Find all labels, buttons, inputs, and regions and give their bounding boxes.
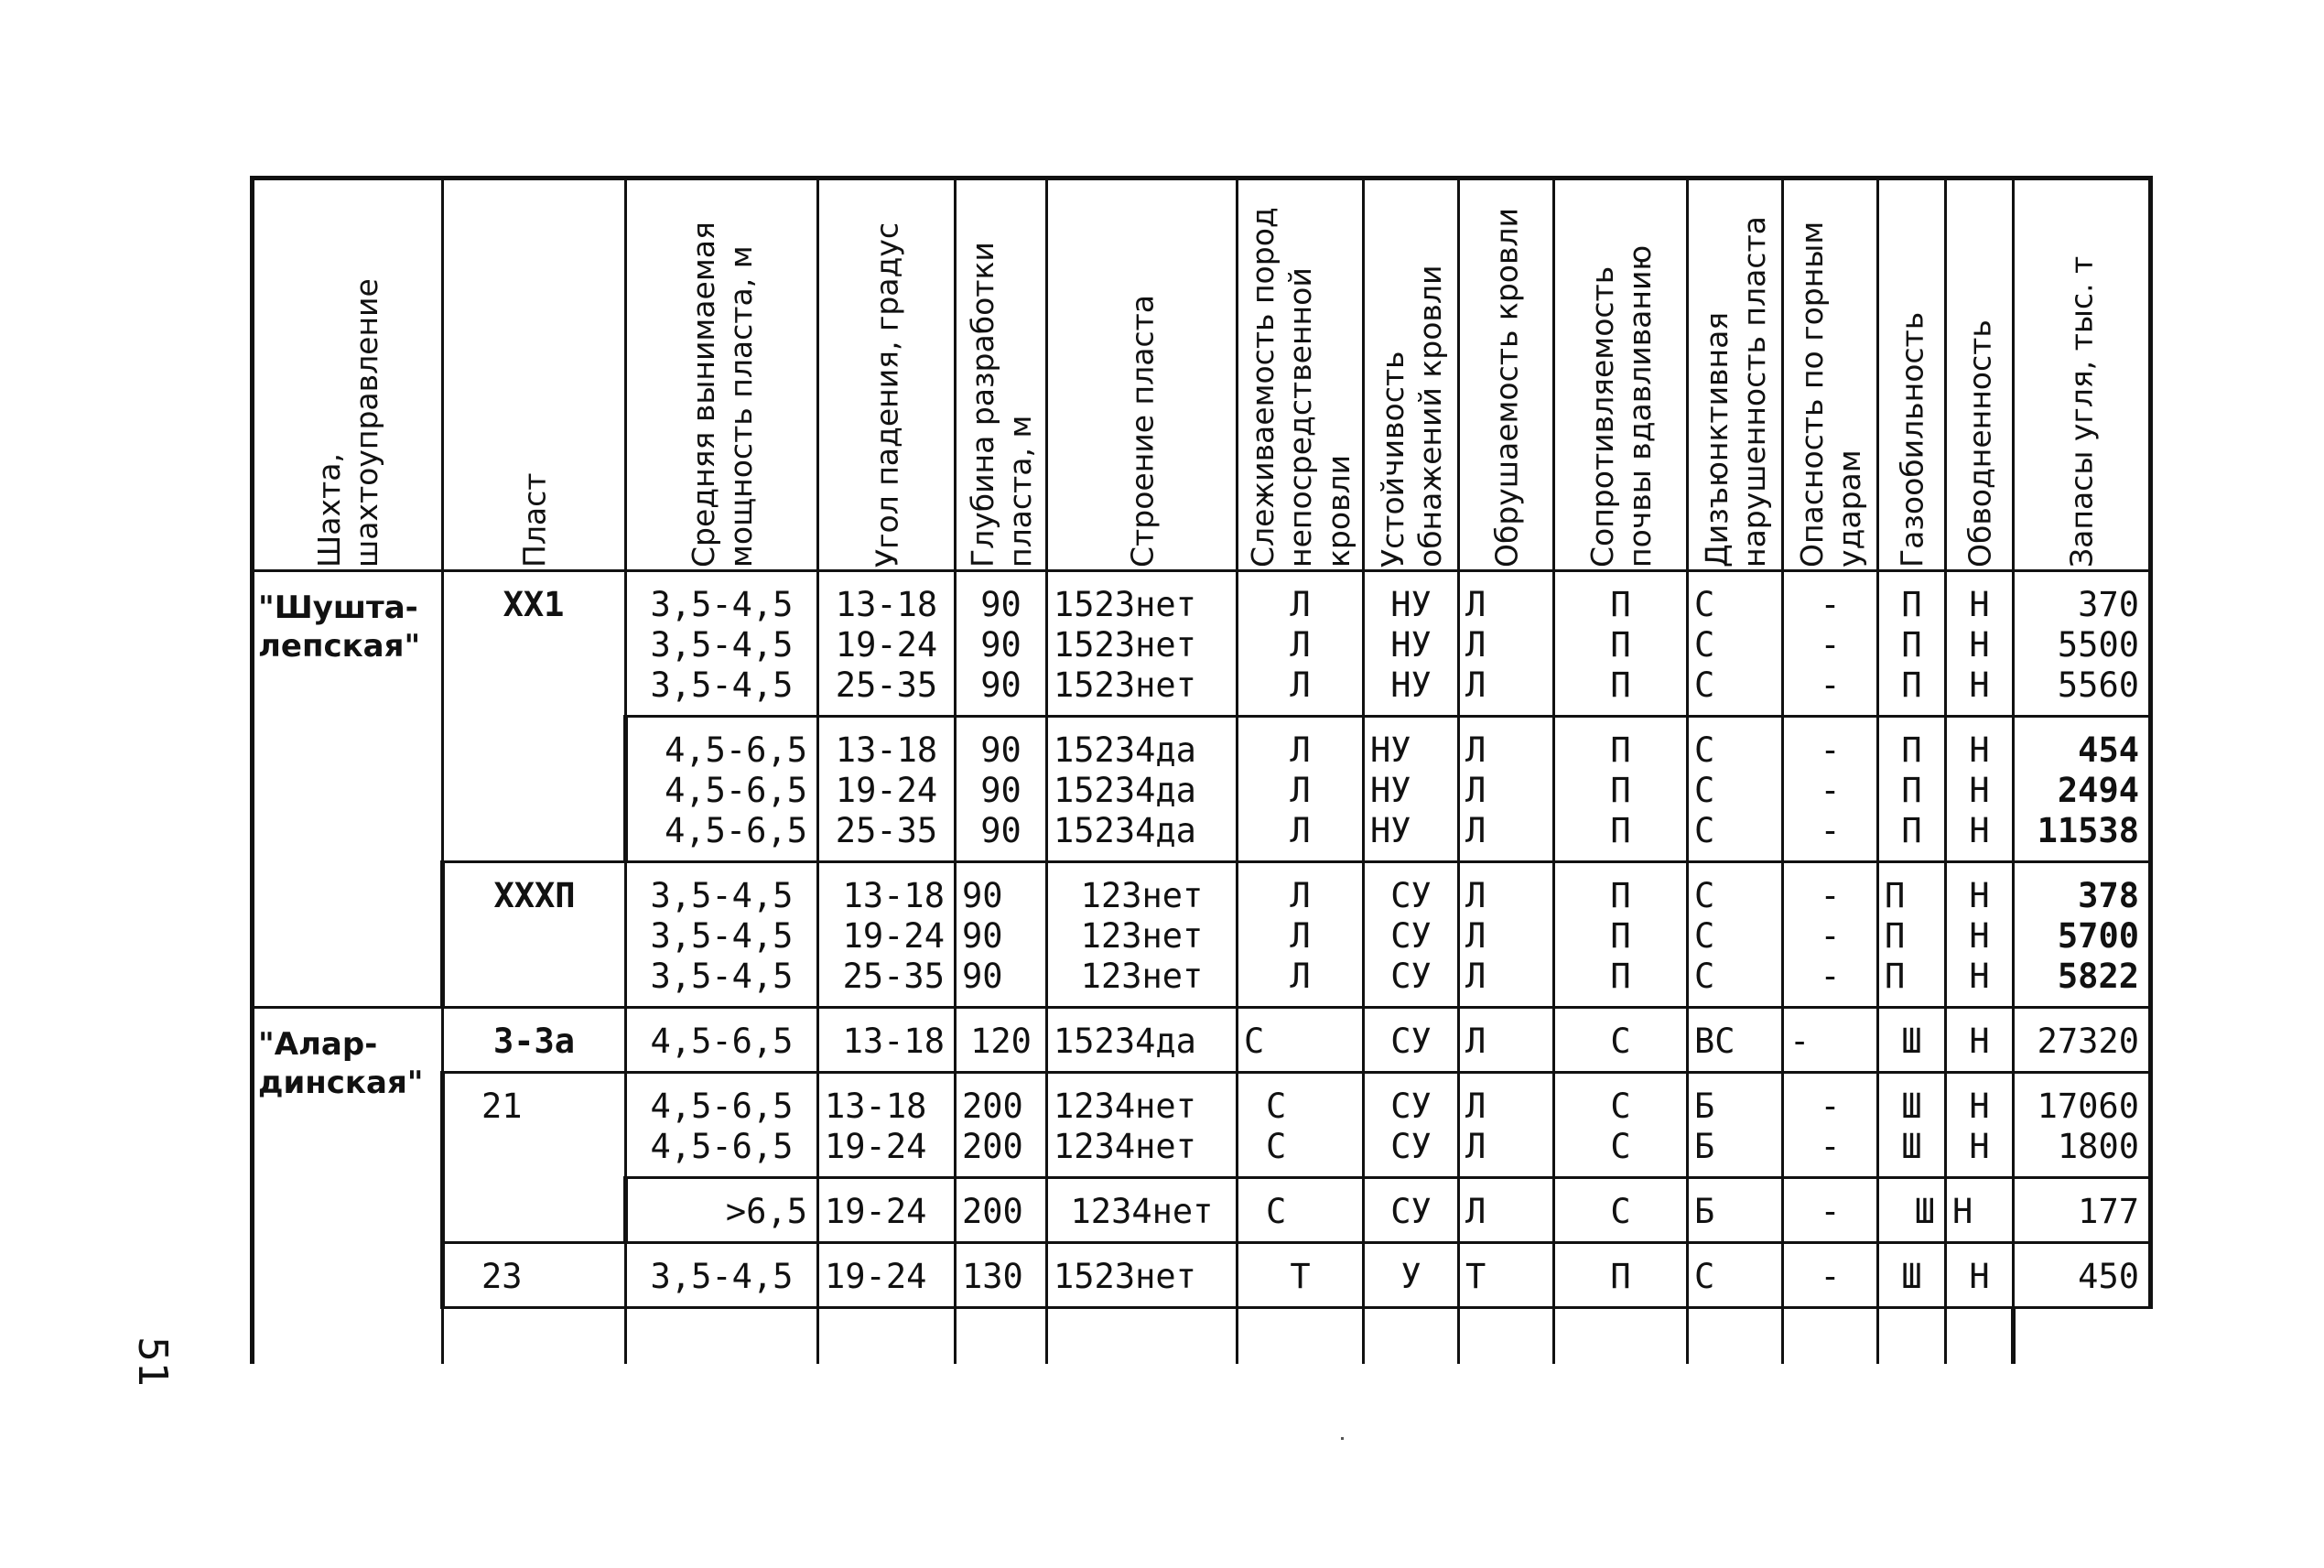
gas-cell: Ш xyxy=(1878,1008,1946,1073)
reserves-cell: 450 xyxy=(2014,1243,2151,1308)
empty-cell xyxy=(1688,1308,1783,1365)
thickness-cell: 4,5-6,5 4,5-6,5 xyxy=(626,1073,818,1178)
reserves-cell: 454 2494 11538 xyxy=(2014,717,2151,862)
bumps-cell: - - - xyxy=(1783,717,1878,862)
resistance-cell: П П П xyxy=(1554,862,1688,1008)
gas-cell: П П П xyxy=(1878,717,1946,862)
resistance-cell: С xyxy=(1554,1008,1688,1073)
depth-cell: 90 90 90 xyxy=(956,571,1047,717)
reserves-cell: 370 5500 5560 xyxy=(2014,571,2151,717)
coal-seam-table xyxy=(250,176,2153,1364)
water-cell: Н xyxy=(1946,1178,2014,1243)
structure-cell: 1234нет 1234нет xyxy=(1047,1073,1238,1178)
bumps-cell: - xyxy=(1783,1008,1878,1073)
header-seam: Пласт xyxy=(443,178,626,571)
empty-cell xyxy=(818,1308,956,1365)
stability-cell: СУ СУ СУ xyxy=(1364,862,1459,1008)
reserves-cell: 17060 1800 xyxy=(2014,1073,2151,1178)
header-stability: Устойчивость обнажений кровли xyxy=(1364,178,1459,571)
angle-cell: 13-18 19-24 25-35 xyxy=(818,717,956,862)
water-cell: Н xyxy=(1946,1243,2014,1308)
resistance-cell: С С xyxy=(1554,1073,1688,1178)
stability-cell: СУ СУ xyxy=(1364,1073,1459,1178)
empty-cell xyxy=(626,1308,818,1365)
gas-cell: П П П xyxy=(1878,571,1946,717)
header-gas: Газообильность xyxy=(1878,178,1946,571)
water-cell: Н Н Н xyxy=(1946,717,2014,862)
scan-speck xyxy=(1341,1437,1344,1440)
caving-cell: Л Л Л xyxy=(1459,862,1554,1008)
thickness-cell: 4,5-6,5 xyxy=(626,1008,818,1073)
caving-cell: Л xyxy=(1459,1008,1554,1073)
structure-cell: 15234да xyxy=(1047,1008,1238,1073)
depth-cell: 200 xyxy=(956,1178,1047,1243)
bumps-cell: - - - xyxy=(1783,571,1878,717)
thickness-cell: 3,5-4,5 3,5-4,5 3,5-4,5 xyxy=(626,862,818,1008)
header-caking: Слеживаемость пород непосредственной кровли xyxy=(1238,178,1364,571)
empty-cell xyxy=(1554,1308,1688,1365)
reserves-cell: 177 xyxy=(2014,1178,2151,1243)
table-row xyxy=(253,571,2151,717)
caving-cell: Л Л Л xyxy=(1459,571,1554,717)
gas-cell: Ш xyxy=(1878,1178,1946,1243)
angle-cell: 13-18 xyxy=(818,1008,956,1073)
gas-cell: Ш xyxy=(1878,1243,1946,1308)
header-water: Обводненность xyxy=(1946,178,2014,571)
angle-cell: 13-18 19-24 xyxy=(818,1073,956,1178)
faults-cell: С С С xyxy=(1688,717,1783,862)
caking-cell: Л Л Л xyxy=(1238,571,1364,717)
seam-cell: 23 xyxy=(443,1243,626,1308)
caving-cell: Л Л Л xyxy=(1459,717,1554,862)
empty-cell xyxy=(1783,1308,1878,1365)
caving-cell: Л xyxy=(1459,1178,1554,1243)
caking-cell: С С xyxy=(1238,1073,1364,1178)
depth-cell: 200 200 xyxy=(956,1073,1047,1178)
mine-cell: "Алар- динская" xyxy=(253,1008,443,1308)
table-row xyxy=(253,1008,2151,1073)
resistance-cell: С xyxy=(1554,1178,1688,1243)
angle-cell: 19-24 xyxy=(818,1178,956,1243)
empty-cell xyxy=(1047,1308,1238,1365)
resistance-cell: П xyxy=(1554,1243,1688,1308)
gas-cell: Ш Ш xyxy=(1878,1073,1946,1178)
header-mine: Шахта, шахтоуправление xyxy=(253,178,443,571)
seam-cell: 21 xyxy=(443,1073,626,1243)
angle-cell: 13-18 19-24 25-35 xyxy=(818,862,956,1008)
faults-cell: С С С xyxy=(1688,571,1783,717)
table-row xyxy=(253,1073,2151,1178)
depth-cell: 90 90 90 xyxy=(956,717,1047,862)
depth-cell: 120 xyxy=(956,1008,1047,1073)
faults-cell: С xyxy=(1688,1243,1783,1308)
water-cell: Н Н Н xyxy=(1946,571,2014,717)
gas-cell: П П П xyxy=(1878,862,1946,1008)
stability-cell: СУ xyxy=(1364,1008,1459,1073)
faults-cell: С С С xyxy=(1688,862,1783,1008)
faults-cell: ВС xyxy=(1688,1008,1783,1073)
reserves-cell: 27320 xyxy=(2014,1008,2151,1073)
reserves-cell: 378 5700 5822 xyxy=(2014,862,2151,1008)
empty-cell xyxy=(443,1308,626,1365)
header-reserves: Запасы угля, тыс. т xyxy=(2014,178,2151,571)
empty-cell xyxy=(253,1308,443,1365)
depth-cell: 130 xyxy=(956,1243,1047,1308)
thickness-cell: 4,5-6,5 4,5-6,5 4,5-6,5 xyxy=(626,717,818,862)
empty-cell xyxy=(1878,1308,1946,1365)
depth-cell: 90 90 90 xyxy=(956,862,1047,1008)
table-row xyxy=(253,1243,2151,1308)
caving-cell: Л Л xyxy=(1459,1073,1554,1178)
header-row xyxy=(253,178,2151,571)
structure-cell: 1234нет xyxy=(1047,1178,1238,1243)
bumps-cell: - xyxy=(1783,1178,1878,1243)
stability-cell: НУ НУ НУ xyxy=(1364,717,1459,862)
water-cell: Н xyxy=(1946,1008,2014,1073)
header-angle: Угол падения, градус xyxy=(818,178,956,571)
structure-cell: 15234да 15234да 15234да xyxy=(1047,717,1238,862)
caking-cell: Л Л Л xyxy=(1238,862,1364,1008)
caving-cell: Т xyxy=(1459,1243,1554,1308)
seam-cell: 3-3а xyxy=(443,1008,626,1073)
resistance-cell: П П П xyxy=(1554,571,1688,717)
header-depth: Глубина разработки пласта, м xyxy=(956,178,1047,571)
stability-cell: СУ xyxy=(1364,1178,1459,1243)
bumps-cell: - - - xyxy=(1783,862,1878,1008)
thickness-cell: >6,5 xyxy=(626,1178,818,1243)
empty-cell xyxy=(1364,1308,1459,1365)
water-cell: Н Н Н xyxy=(1946,862,2014,1008)
faults-cell: Б Б xyxy=(1688,1073,1783,1178)
thickness-cell: 3,5-4,5 3,5-4,5 3,5-4,5 xyxy=(626,571,818,717)
structure-cell: 123нет 123нет 123нет xyxy=(1047,862,1238,1008)
seam-cell: ХХХП xyxy=(443,862,626,1008)
faults-cell: Б xyxy=(1688,1178,1783,1243)
empty-cell xyxy=(1459,1308,1554,1365)
bumps-cell: - xyxy=(1783,1243,1878,1308)
header-caving: Обрушаемость кровли xyxy=(1459,178,1554,571)
water-cell: Н Н xyxy=(1946,1073,2014,1178)
header-faults: Дизъюнктивная нарушенность пласта xyxy=(1688,178,1783,571)
page-number: 51 xyxy=(129,1336,176,1388)
structure-cell: 1523нет 1523нет 1523нет xyxy=(1047,571,1238,717)
empty-cell xyxy=(956,1308,1047,1365)
header-bumps: Опасность по горным ударам xyxy=(1783,178,1878,571)
caking-cell: Т xyxy=(1238,1243,1364,1308)
table-row xyxy=(253,862,2151,1008)
table-row-empty xyxy=(253,1308,2151,1365)
seam-cell: ХХ1 xyxy=(443,571,626,862)
mine-cell: "Шушта- лепская" xyxy=(253,571,443,1008)
header-structure: Строение пласта xyxy=(1047,178,1238,571)
thickness-cell: 3,5-4,5 xyxy=(626,1243,818,1308)
stability-cell: НУ НУ НУ xyxy=(1364,571,1459,717)
structure-cell: 1523нет xyxy=(1047,1243,1238,1308)
resistance-cell: П П П xyxy=(1554,717,1688,862)
empty-cell xyxy=(1238,1308,1364,1365)
caking-cell: С xyxy=(1238,1008,1364,1073)
angle-cell: 19-24 xyxy=(818,1243,956,1308)
caking-cell: Л Л Л xyxy=(1238,717,1364,862)
stability-cell: У xyxy=(1364,1243,1459,1308)
bumps-cell: - - xyxy=(1783,1073,1878,1178)
caking-cell: С xyxy=(1238,1178,1364,1243)
angle-cell: 13-18 19-24 25-35 xyxy=(818,571,956,717)
header-resistance: Сопротивляемость почвы вдавливанию xyxy=(1554,178,1688,571)
header-thickness: Средняя вынимаемая мощность пласта, м xyxy=(626,178,818,571)
empty-cell xyxy=(1946,1308,2014,1365)
